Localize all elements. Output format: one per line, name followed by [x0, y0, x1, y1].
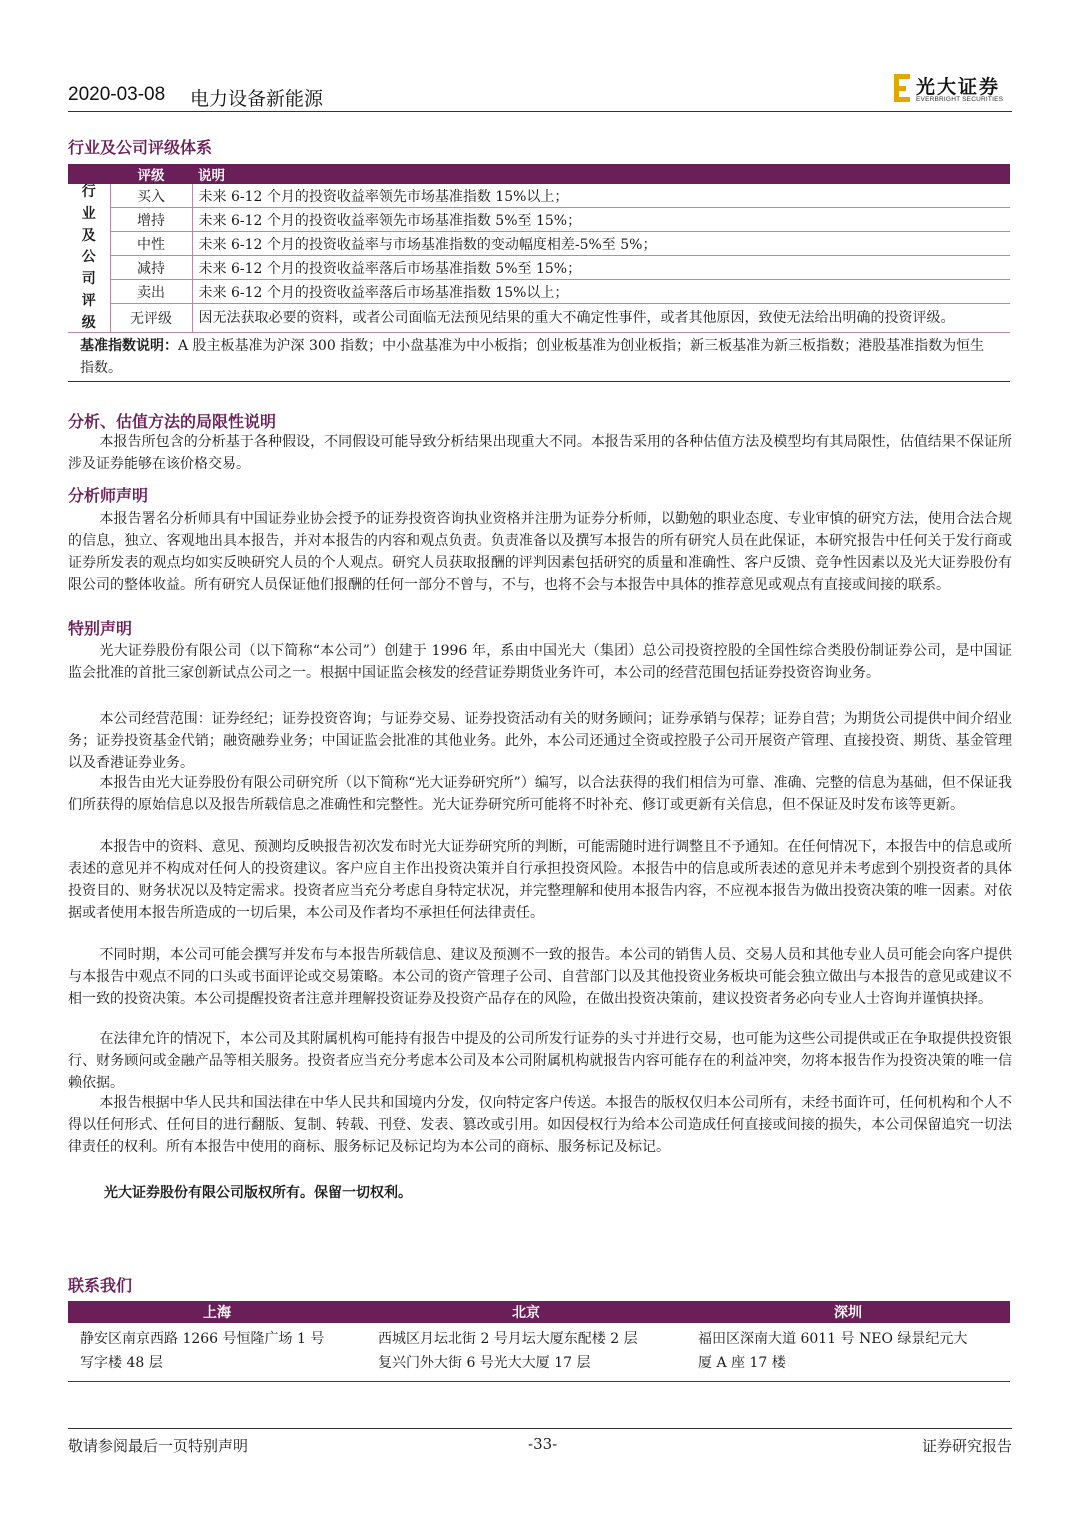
table-row: [68, 1323, 1010, 1382]
rating-cell: 卖出: [110, 280, 192, 304]
vertical-category-label: 行 业 及 公 司 评 级: [81, 184, 96, 331]
description-cell: 未来 6-12 个月的投资收益率落后市场基准指数 15%以上；: [192, 280, 1010, 304]
special-paragraph-7: 本报告根据中华人民共和国法律在中华人民共和国境内分发，仅向特定客户传送。本报告的版权仅归本公司所有，未经书面许可，任何机构和个人不得以任何形式、任何目的进行翻版、复制、转载、刊登、发表、篡改或引用。如因侵权行为给本公司造成任何直接或间接的损失，本公司保留追究一切法律责任的权利。所有本报告中使用的商标、服务标记及标记均为本公司的商标、服务标记及标记。: [68, 1095, 1012, 1155]
special-paragraph-4: 本报告中的资料、意见、预测均反映报告初次发布时光大证券研究所的判断，可能需随时进行调整且不予通知。在任何情况下，本报告中的信息或所表述的意见并不构成对任何人的投资建议。客户应自主作出投资决策并自行承担投资风险。本报告中的信息或所表述的意见并未考虑到个别投资者的具体投资目的、财务状况以及特定需求。投资者应当充分考虑自身特定状况，并完整理解和使用本报告内容，不应视本报告为做出投资决策的唯一因素。对依据或者使用本报告所造成的一切后果，本公司及作者均不承担任何法律责任。: [68, 839, 1012, 921]
description-cell: 未来 6-12 个月的投资收益率与市场基准指数的变动幅度相差-5%至 5%；: [192, 232, 1010, 256]
table-row: [68, 304, 1010, 333]
rating-section-title: 行业及公司评级体系: [68, 138, 213, 157]
rating-cell: 无评级: [110, 304, 192, 333]
special-paragraph-1: 光大证券股份有限公司（以下简称“本公司”）创建于 1996 年，系由中国光大（集团）总公司投资控股的全国性综合类股份制证券公司，是中国证监会批准的首批三家创新试点公司之一。根据中国证监会核发的经营证券期货业务许可，本公司的经营范围包括证券投资咨询业务。: [68, 643, 1012, 681]
special-paragraph-2: 本公司经营范围：证券经纪；证券投资咨询；与证券交易、证券投资活动有关的财务顾问；证券承销与保荐；证券自营；为期货公司提供中间介绍业务；证券投资基金代销；融资融券业务；中国证监会批准的其他业务。此外，本公司还通过全资或控股子公司开展资产管理、直接投资、期货、基金管理以及香港证券业务。: [68, 711, 1012, 771]
limitations-paragraph: 本报告所包含的分析基于各种假设，不同假设可能导致分析结果出现重大不同。本报告采用的各种估值方法及模型均有其局限性，估值结果不保证所涉及证券能够在该价格交易。: [68, 434, 1012, 472]
table-row: [68, 232, 1010, 256]
page-header: [68, 72, 1012, 112]
city-header-shenzhen: 深圳: [686, 1301, 1010, 1323]
benchmark-row: [68, 332, 1010, 381]
benchmark-text: A 股主板基准为沪深 300 指数；中小盘基准为中小板指；创业板基准为创业板指；新三板基准为新三板指数；港股基准指数为恒生指数。: [80, 337, 985, 376]
analyst-section-title: 分析师声明: [68, 486, 149, 505]
city-header-shanghai: 上海: [68, 1301, 366, 1323]
contact-table: [68, 1301, 1010, 1382]
special-paragraph-5: 不同时期，本公司可能会撰写并发布与本报告所载信息、建议及预测不一致的报告。本公司的销售人员、交易人员和其他专业人员可能会向客户提供与本报告中观点不同的口头或书面评论或交易策略。本公司的资产管理子公司、自营部门以及其他投资业务板块可能会独立做出与本报告的意见或建议不相一致的投资决策。本公司提醒投资者注意并理解投资证券及投资产品存在的风险，在做出投资决策前，建议投资者务必向专业人士咨询并谨慎抉择。: [68, 947, 1012, 1007]
page-footer: [68, 1428, 1012, 1455]
contact-section-title: 联系我们: [68, 1276, 133, 1295]
company-logo: [894, 72, 1012, 106]
rating-cell: 增持: [110, 208, 192, 232]
everbright-e-logo-icon: [894, 74, 910, 102]
table-row: [68, 208, 1010, 232]
footer-disclaimer-note: 敬请参阅最后一页特别声明: [68, 1437, 249, 1455]
benchmark-label: 基准指数说明：: [80, 337, 178, 354]
benchmark-note: [68, 332, 1010, 381]
special-section-title: 特别声明: [68, 619, 133, 638]
address-shenzhen: 福田区深南大道 6011 号 NEO 绿景纪元大 厦 A 座 17 楼: [686, 1323, 1010, 1382]
description-cell: 未来 6-12 个月的投资收益率领先市场基准指数 5%至 15%；: [192, 208, 1010, 232]
description-column-header: 说明: [192, 164, 1010, 184]
page-number: -33-: [528, 1435, 558, 1453]
city-header-beijing: 北京: [366, 1301, 686, 1323]
rating-column-header: 评级: [110, 164, 192, 184]
table-row: [68, 256, 1010, 280]
table-row: [68, 280, 1010, 304]
description-cell: 未来 6-12 个月的投资收益率领先市场基准指数 15%以上；: [192, 184, 1010, 208]
analyst-paragraph: 本报告署名分析师具有中国证券业协会授予的证券投资咨询执业资格并注册为证券分析师，以勤勉的职业态度、专业审慎的研究方法，使用合法合规的信息，独立、客观地出具本报告，并对本报告的内容和观点负责。负责准备以及撰写本报告的所有研究人员在此保证，本研究报告中任何关于发行商或证券所发表的观点均如实反映研究人员的个人观点。研究人员获取报酬的评判因素包括研究的质量和准确性、客户反馈、竞争性因素以及光大证券股份有限公司的整体收益。所有研究人员保证他们报酬的任何一部分不曾与，不与，也将不会与本报告中具体的推荐意见或观点有直接或间接的联系。: [68, 511, 1012, 593]
copyright-statement: 光大证券股份有限公司版权所有。保留一切权利。: [104, 1185, 412, 1201]
report-category: 电力设备新能源: [190, 88, 324, 110]
special-paragraph-3: 本报告由光大证券股份有限公司研究所（以下简称“光大证券研究所”）编写，以合法获得的我们相信为可靠、准确、完整的信息为基础，但不保证我们所获得的原始信息以及报告所载信息之准确性和完整性。光大证券研究所可能将不时补充、修订或更新有关信息，但不保证及时发布该等更新。: [68, 775, 1012, 813]
special-paragraph-6: 在法律允许的情况下，本公司及其附属机构可能持有报告中提及的公司所发行证券的头寸并进行交易，也可能为这些公司提供或正在争取提供投资银行、财务顾问或金融产品等相关服务。投资者应当充分考虑本公司及本公司附属机构就报告内容可能存在的利益冲突，勿将本报告作为投资决策的唯一信赖依据。: [68, 1031, 1012, 1091]
table-row: [68, 184, 1010, 208]
description-cell: 未来 6-12 个月的投资收益率落后市场基准指数 5%至 15%；: [192, 256, 1010, 280]
rating-cell: 买入: [110, 184, 192, 208]
description-cell: 因无法获取必要的资料，或者公司面临无法预见结果的重大不确定性事件，或者其他原因，致使无法给出明确的投资评级。: [192, 304, 1010, 333]
address-shanghai: 静安区南京西路 1266 号恒隆广场 1 号 写字楼 48 层: [68, 1323, 366, 1382]
rating-cell: 减持: [110, 256, 192, 280]
logo-chinese-name: 光大证券: [916, 76, 1001, 98]
limitations-section-title: 分析、估值方法的局限性说明: [68, 412, 277, 431]
address-beijing: 西城区月坛北街 2 号月坛大厦东配楼 2 层 复兴门外大街 6 号光大大厦 17 层: [366, 1323, 686, 1382]
logo-english-name: EVERBRIGHT SECURITIES: [916, 96, 1004, 103]
footer-report-type: 证券研究报告: [921, 1437, 1012, 1455]
rating-table: [68, 164, 1010, 382]
report-date: 2020-03-08: [68, 84, 166, 105]
rating-cell: 中性: [110, 232, 192, 256]
